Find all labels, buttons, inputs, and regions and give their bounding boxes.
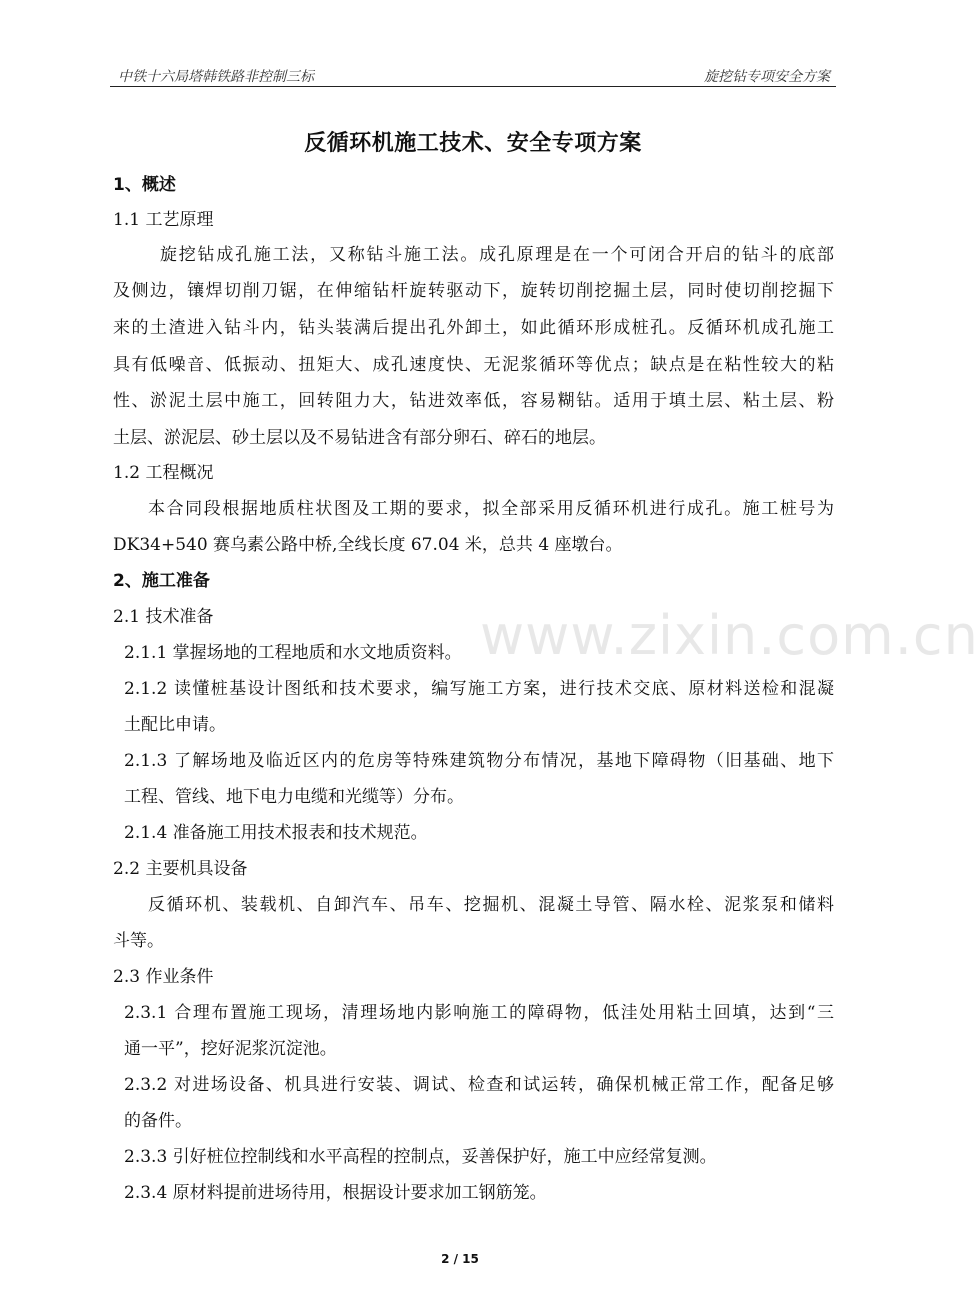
page-number: 2 / 15 (441, 1252, 479, 1266)
paragraph-line: 土层、淤泥层、砂土层以及不易钻进含有部分卵石、碎石的地层。 (113, 428, 606, 448)
document-title: 反循环机施工技术、安全专项方案 (304, 131, 642, 156)
paragraph-line: 及侧边，镶焊切削刀锯，在伸缩钻杆旋转驱动下，旋转切削挖掘土层，同时使切削挖掘下 (113, 281, 834, 301)
page-header (110, 66, 836, 87)
list-item: 2.3.3 引好桩位控制线和水平高程的控制点，妥善保护好，施工中应经常复测。 (124, 1147, 717, 1167)
paragraph-line: 具有低噪音、低振动、扭矩大、成孔速度快、无泥浆循环等优点；缺点是在粘性较大的粘 (113, 355, 834, 375)
section-heading-1: 1、概述 (113, 175, 176, 195)
paragraph-line: 本合同段根据地质柱状图及工期的要求，拟全部采用反循环机进行成孔。施工桩号为 (148, 499, 834, 519)
section-heading-2: 2、施工准备 (113, 571, 210, 591)
list-item: 2.3.1 合理布置施工现场，清理场地内影响施工的障碍物，低洼处用粘土回填，达到“三 (124, 1003, 834, 1023)
list-item: 2.3.4 原材料提前进场待用，根据设计要求加工钢筋笼。 (124, 1183, 547, 1203)
list-item: 2.1.3 了解场地及临近区内的危房等特殊建筑物分布情况，基地下障碍物（旧基础、地下 (124, 751, 834, 771)
list-item-continuation: 通一平”，挖好泥浆沉淀池。 (124, 1039, 337, 1059)
subsection-heading: 1.2 工程概况 (113, 463, 214, 483)
paragraph-line: 来的土渣进入钻斗内，钻头装满后提出孔外卸土，如此循环形成桩孔。反循环机成孔施工 (113, 318, 834, 338)
list-item: 2.1.4 准备施工用技术报表和技术规范。 (124, 823, 428, 843)
subsection-heading: 2.2 主要机具设备 (113, 859, 248, 879)
paragraph-line: 斗等。 (113, 931, 164, 951)
header-left-text: 中铁十六局塔韩铁路非控制三标 (118, 69, 314, 85)
paragraph-line: 旋挖钻成孔施工法，又称钻斗施工法。成孔原理是在一个可闭合开启的钻斗的底部 (160, 245, 834, 265)
subsection-heading: 2.1 技术准备 (113, 607, 214, 627)
paragraph-line: 反循环机、装载机、自卸汽车、吊车、挖掘机、混凝土导管、隔水栓、泥浆泵和储料 (148, 895, 834, 915)
paragraph-line: DK34+540 赛乌素公路中桥,全线长度 67.04 米，总共 4 座墩台。 (113, 535, 623, 555)
list-item: 2.3.2 对进场设备、机具进行安装、调试、检查和试运转，确保机械正常工作，配备足够 (124, 1075, 834, 1095)
list-item-continuation: 工程、管线、地下电力电缆和光缆等）分布。 (124, 787, 464, 807)
header-right-text: 旋挖钻专项安全方案 (704, 69, 830, 85)
list-item-continuation: 土配比申请。 (124, 715, 226, 735)
subsection-heading: 2.3 作业条件 (113, 967, 214, 987)
paragraph-line: 性、淤泥土层中施工，回转阻力大，钻进效率低，容易糊钻。适用于填土层、粘土层、粉 (113, 391, 834, 411)
subsection-heading: 1.1 工艺原理 (113, 210, 214, 230)
list-item: 2.1.2 读懂桩基设计图纸和技术要求，编写施工方案，进行技术交底、原材料送检和混凝 (124, 679, 834, 699)
watermark: www.zixin.com.cn (480, 604, 979, 667)
list-item: 2.1.1 掌握场地的工程地质和水文地质资料。 (124, 643, 462, 663)
list-item-continuation: 的备件。 (124, 1111, 192, 1131)
